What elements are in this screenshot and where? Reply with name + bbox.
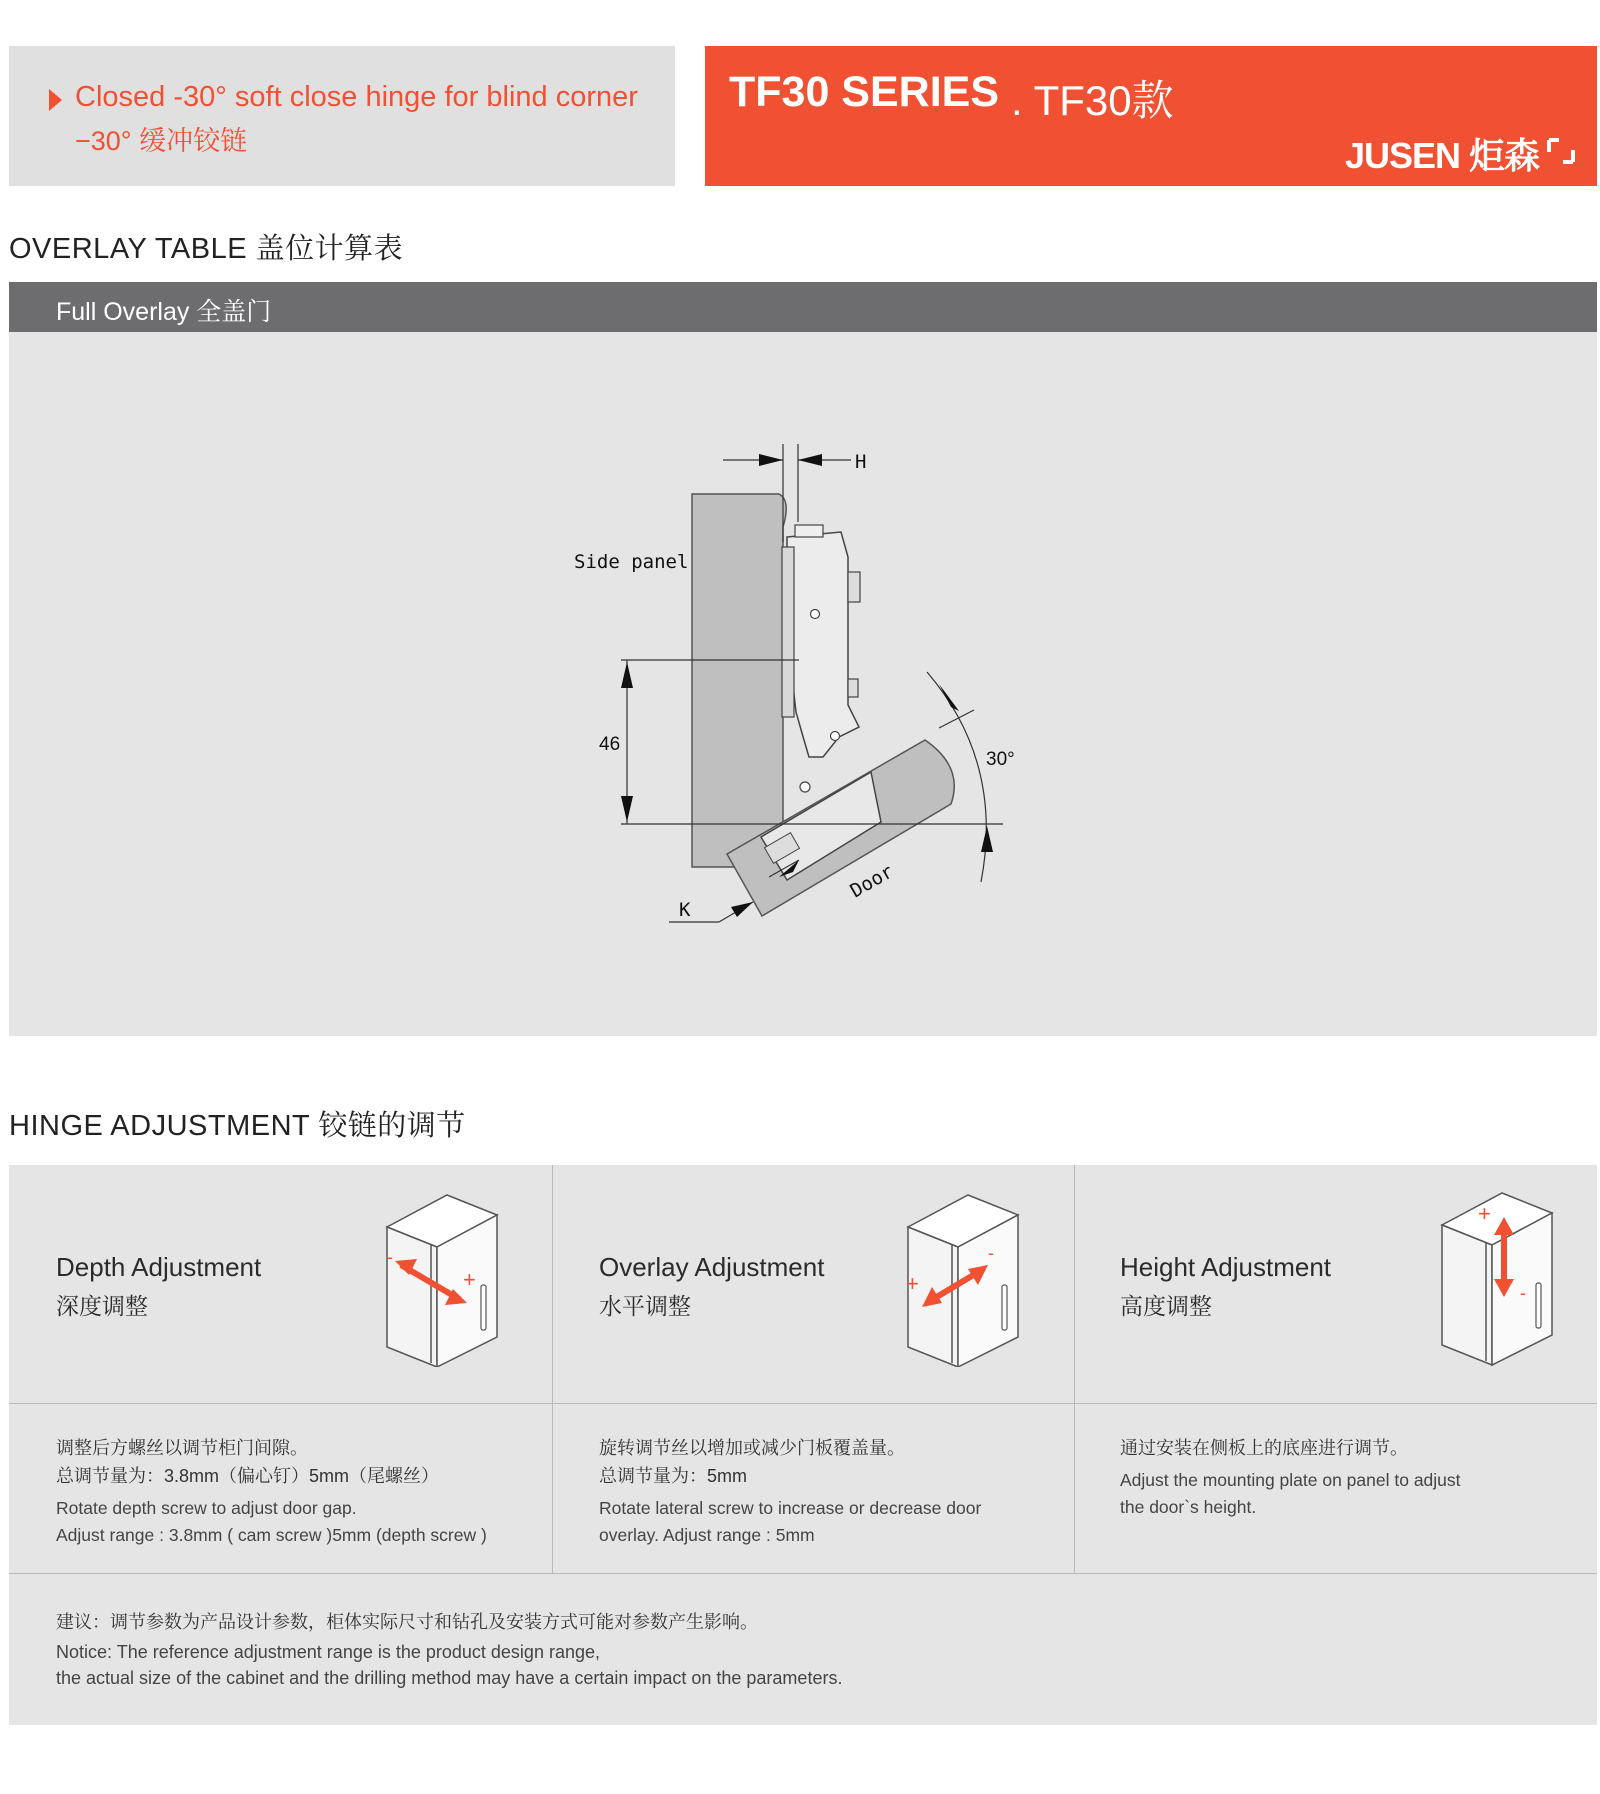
k-label: K <box>679 899 691 921</box>
depth-text-cn-2: 总调节量为：3.8mm（偏心钉）5mm（尾螺丝） <box>56 1466 440 1486</box>
depth-text-cn-1: 调整后方螺丝以调节柜门间隙。 <box>56 1438 308 1458</box>
angle-label: 30° <box>986 749 1015 770</box>
door-label: Door <box>846 860 898 903</box>
header-series-panel <box>705 46 1597 186</box>
brand-logo-icon <box>1547 136 1575 166</box>
header-subtitle-panel <box>9 46 675 186</box>
overlay-text-en-1: Rotate lateral screw to increase or decrease door <box>599 1498 982 1518</box>
overlay-section-title: OVERLAY TABLE 盖位计算表 <box>9 233 404 265</box>
angle-arrow-icon <box>981 826 993 852</box>
overlay-type-bar <box>9 282 1597 332</box>
column-divider <box>552 1165 553 1573</box>
dim-46-label: 46 <box>599 734 621 755</box>
minus-sign: - <box>387 1247 393 1267</box>
series-title: TF30 SERIES <box>729 68 1000 116</box>
side-panel-shape <box>692 494 786 867</box>
height-adjustment-title: Height Adjustment <box>1120 1252 1332 1282</box>
overlay-type-label: Full Overlay 全盖门 <box>56 298 272 326</box>
depth-text-en-1: Rotate depth screw to adjust door gap. <box>56 1498 357 1518</box>
height-text-en-2: the door`s height. <box>1120 1497 1257 1517</box>
k-arrow-icon <box>731 902 753 917</box>
overlay-adjustment-title-cn: 水平调整 <box>599 1293 691 1319</box>
brand-name: JUSEN 炬森 <box>1344 135 1539 176</box>
hinge-rivet <box>831 732 840 741</box>
height-text-en-1: Adjust the mounting plate on panel to adjust <box>1120 1470 1461 1490</box>
subtitle-en: Closed -30° soft close hinge for blind corner <box>75 81 638 113</box>
h-arrow-icon <box>759 454 783 466</box>
notice-cn: 建议：调节参数为产品设计参数，柜体实际尺寸和钻孔及安装方式可能对参数产生影响。 <box>56 1612 758 1632</box>
depth-adjustment-title: Depth Adjustment <box>56 1252 262 1282</box>
hinge-rivet <box>800 782 810 792</box>
cabinet-overlay-arrow-icon <box>902 1187 1026 1367</box>
plus-sign: + <box>1478 1201 1491 1226</box>
height-text-cn-1: 通过安装在侧板上的底座进行调节。 <box>1120 1438 1408 1458</box>
column-divider <box>1074 1165 1075 1573</box>
side-panel-label: Side panel <box>574 551 689 573</box>
hinge-screw-back <box>848 572 860 602</box>
minus-sign: - <box>1520 1283 1526 1303</box>
notice-en-2: the actual size of the cabinet and the drilling method may have a certain impact on the parameters. <box>56 1668 843 1688</box>
series-subtitle: . TF30款 <box>1011 77 1174 124</box>
minus-sign: - <box>988 1243 994 1263</box>
dim-46-arrow-icon <box>621 796 633 822</box>
depth-adjustment-title-cn: 深度调整 <box>56 1293 148 1319</box>
hinge-screw-top <box>795 525 823 537</box>
overlay-adjustment-title: Overlay Adjustment <box>599 1252 825 1282</box>
row-divider <box>9 1573 1597 1574</box>
adjustment-panel <box>9 1165 1597 1725</box>
h-label: H <box>855 451 867 473</box>
mounting-plate-shape <box>782 547 794 717</box>
hinge-arm-shape <box>787 532 859 757</box>
cabinet-height-arrow-icon <box>1436 1185 1560 1367</box>
depth-text-en-2: Adjust range : 3.8mm ( cam screw )5mm (depth screw ) <box>56 1525 487 1545</box>
cabinet-depth-arrow-icon <box>381 1187 501 1367</box>
adjustment-section-title: HINGE ADJUSTMENT 铰链的调节 <box>9 1110 466 1142</box>
notice-en-1: Notice: The reference adjustment range is the product design range, <box>56 1642 600 1662</box>
height-adjustment-title-cn: 高度调整 <box>1120 1293 1212 1319</box>
overlay-text-en-2: overlay. Adjust range : 5mm <box>599 1525 815 1545</box>
overlay-text-cn-2: 总调节量为：5mm <box>599 1466 747 1486</box>
plus-sign: + <box>906 1271 919 1296</box>
hinge-rivet <box>811 610 820 619</box>
hinge-diagram <box>9 332 1597 1036</box>
angle-arrow-icon <box>939 684 959 711</box>
overlay-diagram-area <box>9 332 1597 1036</box>
h-arrow-icon <box>798 454 822 466</box>
subtitle-cn: −30° 缓冲铰链 <box>75 126 248 156</box>
overlay-text-cn-1: 旋转调节丝以增加或减少门板覆盖量。 <box>599 1438 905 1458</box>
dim-46-arrow-icon <box>621 662 633 688</box>
triangle-bullet-icon <box>49 89 62 111</box>
hinge-screw-side <box>848 679 858 697</box>
plus-sign: + <box>463 1267 476 1292</box>
row-divider <box>9 1403 1597 1404</box>
